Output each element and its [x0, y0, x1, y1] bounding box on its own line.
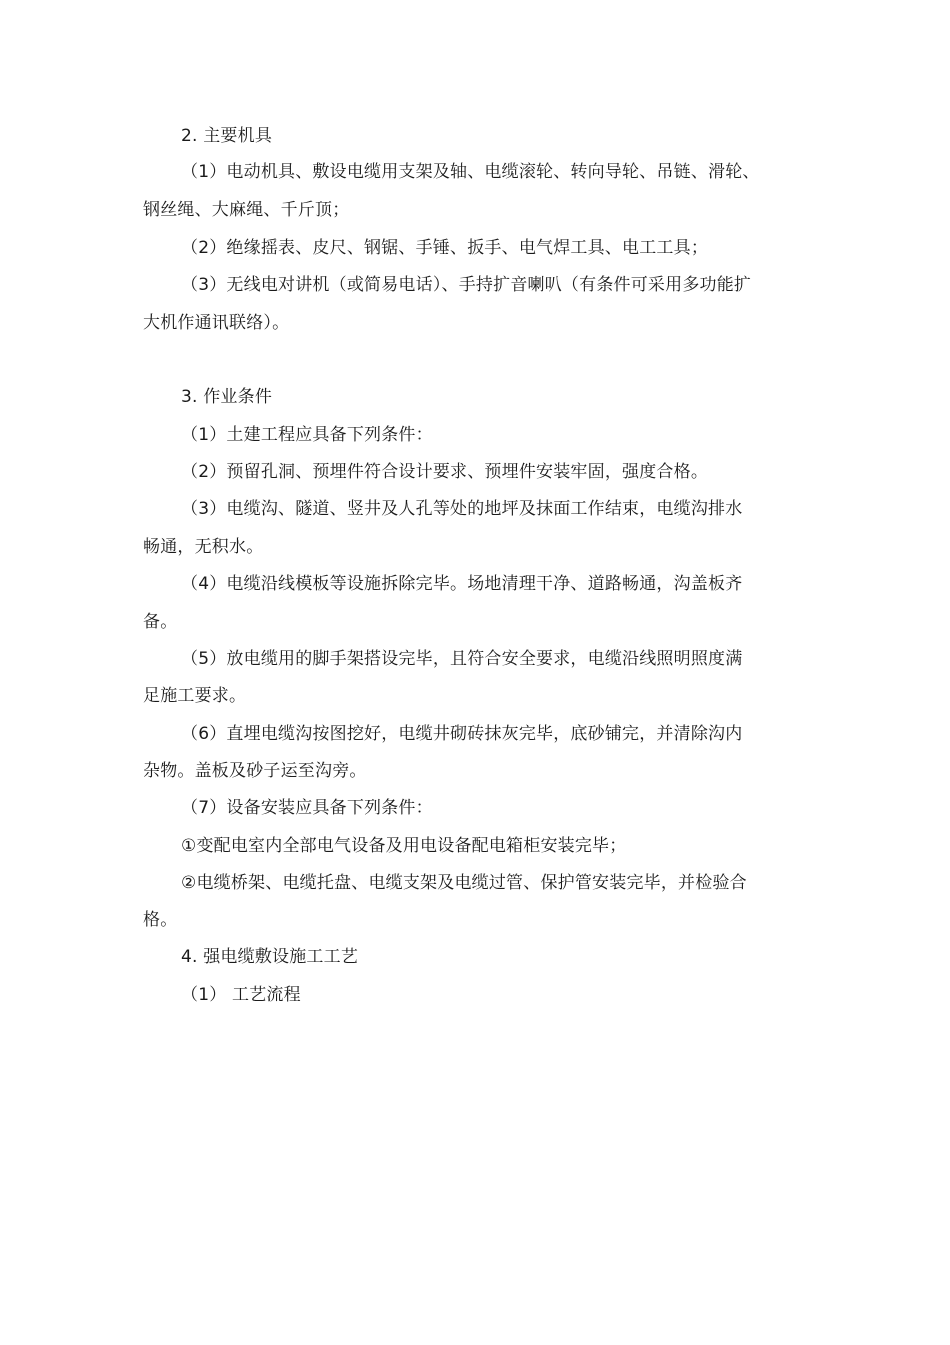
section-4-heading: 4. 强电缆敷设施工工艺 — [181, 947, 359, 967]
section-3-sub-item-1: ①变配电室内全部电气设备及用电设备配电箱柜安装完毕； — [181, 836, 627, 856]
section-3-item-3-line-1: （3）电缆沟、隧道、竖井及人孔等处的地坪及抹面工作结束，电缆沟排水 — [181, 499, 743, 519]
section-3-item-5-line-1: （5）放电缆用的脚手架搭设完毕，且符合安全要求，电缆沿线照明照度满 — [181, 649, 743, 669]
section-2-item-3-line-2: 大机作通讯联络）。 — [143, 313, 290, 333]
section-2-heading: 2. 主要机具 — [181, 126, 273, 146]
section-2-item-1-line-1: （1）电动机具、敷设电缆用支架及轴、电缆滚轮、转向导轮、吊链、滑轮、 — [181, 162, 760, 182]
section-3-item-4-line-1: （4）电缆沿线模板等设施拆除完毕。场地清理干净、道路畅通，沟盖板齐 — [181, 574, 743, 594]
section-3-item-6-line-2: 杂物。盖板及砂子运至沟旁。 — [143, 761, 367, 781]
section-2-item-1-line-2: 钢丝绳、大麻绳、千斤顶； — [143, 200, 350, 220]
section-3-heading: 3. 作业条件 — [181, 387, 273, 407]
section-3-item-1: （1）土建工程应具备下列条件： — [181, 425, 433, 445]
section-3-item-4-line-2: 备。 — [143, 612, 178, 632]
section-2-item-3-line-1: （3）无线电对讲机（或简易电话）、手持扩音喇叭（有条件可采用多功能扩 — [181, 275, 752, 295]
section-3-item-3-line-2: 畅通，无积水。 — [143, 537, 264, 557]
section-3-sub-item-2-line-2: 格。 — [143, 910, 178, 930]
section-3-item-6-line-1: （6）直埋电缆沟按图挖好，电缆井砌砖抹灰完毕，底砂铺完，并清除沟内 — [181, 724, 743, 744]
section-3-item-2: （2）预留孔洞、预埋件符合设计要求、预埋件安装牢固，强度合格。 — [181, 462, 709, 482]
section-4-item-1: （1） 工艺流程 — [181, 985, 301, 1005]
section-3-item-5-line-2: 足施工要求。 — [143, 686, 247, 706]
section-3-item-7: （7）设备安装应具备下列条件： — [181, 798, 433, 818]
section-2-item-2: （2）绝缘摇表、皮尺、钢锯、手锤、扳手、电气焊工具、电工工具； — [181, 238, 709, 258]
section-3-sub-item-2-line-1: ②电缆桥架、电缆托盘、电缆支架及电缆过管、保护管安装完毕，并检验合 — [181, 873, 747, 893]
